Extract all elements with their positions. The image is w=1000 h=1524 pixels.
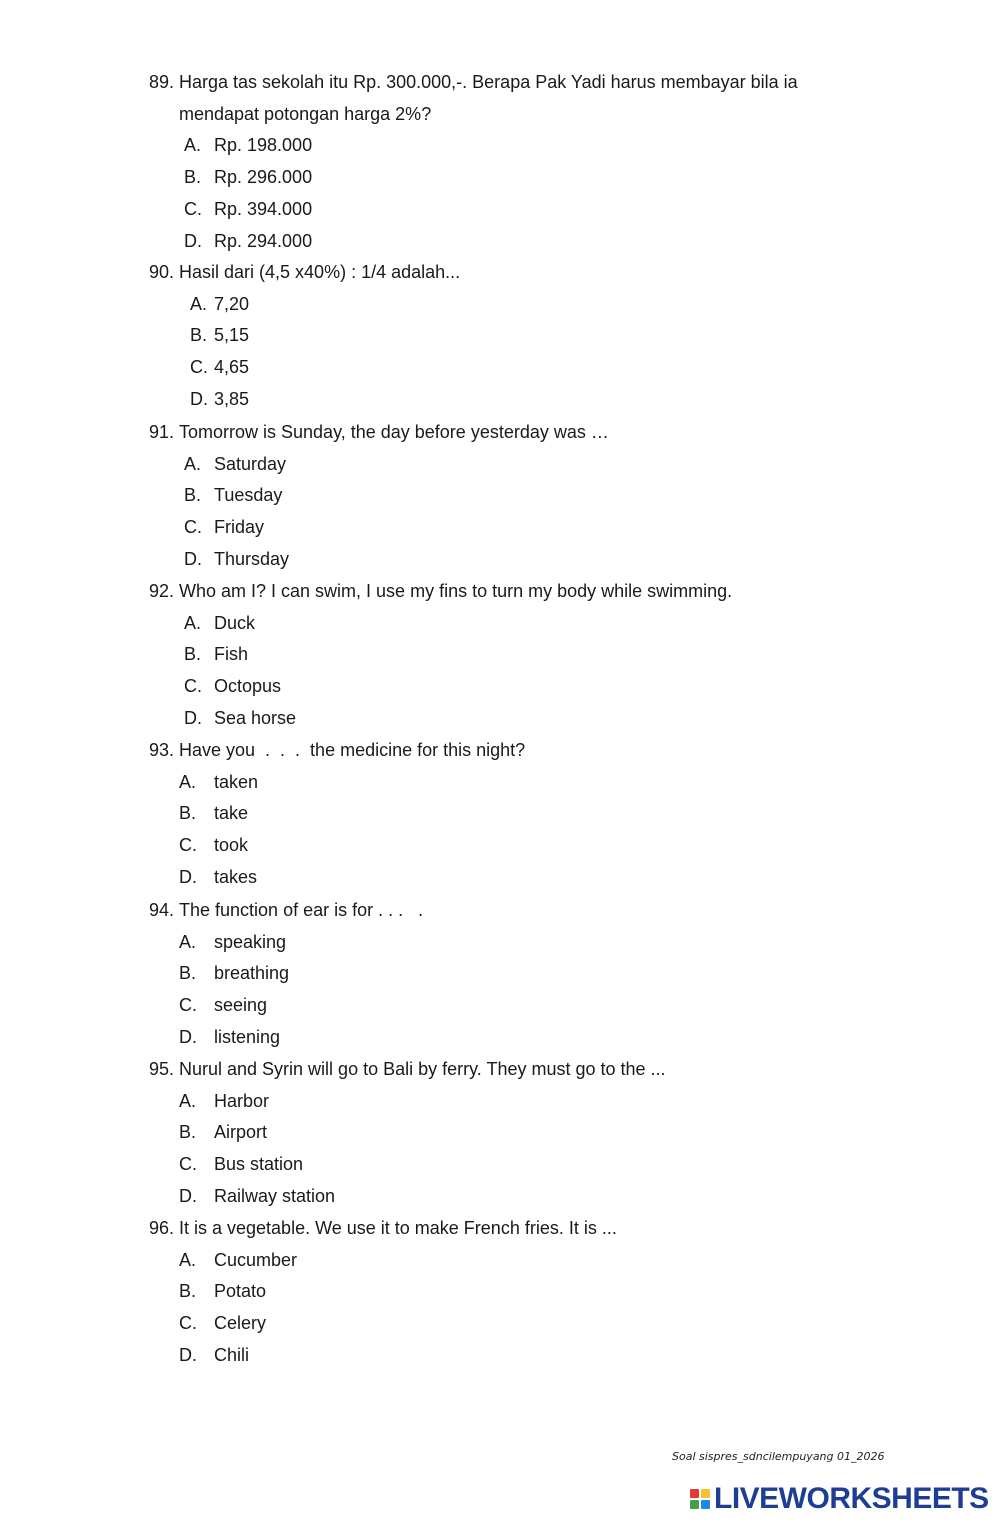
question-number: 91. [149, 422, 175, 442]
option-letter: D. [184, 708, 202, 729]
question-93 [149, 735, 849, 894]
logo-tile-blue [701, 1500, 710, 1509]
logo-tile-red [690, 1489, 699, 1498]
option-text: taken [214, 771, 259, 792]
option-b[interactable] [149, 1117, 849, 1149]
option-d[interactable] [149, 384, 849, 416]
question-number: 90. [149, 262, 175, 282]
options-list [149, 767, 849, 895]
option-a[interactable] [149, 130, 849, 162]
question-text: Hasil dari (4,5 x40%) : 1/4 adalah... [179, 262, 461, 282]
option-letter: A. [184, 453, 202, 474]
option-d[interactable] [149, 703, 849, 735]
option-letter: D. [179, 1186, 197, 1207]
options-list [149, 289, 849, 417]
option-b[interactable] [149, 162, 849, 194]
option-text: took [214, 835, 249, 856]
option-text: Saturday [214, 453, 287, 474]
option-b[interactable] [149, 320, 849, 352]
question-text: Nurul and Syrin will go to Bali by ferry. They must go to the ... [179, 1059, 666, 1079]
question-number: 92. [149, 581, 175, 601]
option-letter: D. [179, 1345, 197, 1366]
option-letter: A. [184, 135, 202, 155]
option-text: Rp. 294.000 [214, 230, 313, 251]
option-text: Cucumber [214, 1249, 298, 1270]
option-d[interactable] [149, 1340, 849, 1372]
liveworksheets-logo[interactable] [690, 1483, 989, 1515]
option-letter: C. [179, 1154, 197, 1175]
question-91 [149, 417, 849, 576]
question-96 [149, 1213, 849, 1372]
option-c[interactable] [149, 512, 849, 544]
logo-tile-green [690, 1500, 699, 1509]
option-letter: C. [179, 1313, 197, 1334]
question-number: 95. [149, 1059, 175, 1079]
question-89 [149, 67, 849, 258]
option-text: 3,85 [214, 389, 250, 410]
option-letter: C. [184, 517, 202, 538]
option-d[interactable] [149, 226, 849, 258]
option-text: breathing [214, 963, 290, 984]
question-text: Harga tas sekolah itu Rp. 300.000,-. Berapa Pak Yadi harus membayar bila ia [179, 72, 798, 92]
question-90 [149, 257, 849, 416]
option-letter: A. [179, 771, 197, 792]
option-text: Tuesday [214, 485, 283, 506]
option-letter: A. [190, 293, 208, 314]
question-number: 94. [149, 900, 175, 920]
option-letter: B. [179, 1122, 197, 1143]
option-text: Potato [214, 1281, 267, 1302]
option-letter: D. [190, 389, 208, 410]
logo-wordmark: LIVEWORKSHEETS [714, 1482, 989, 1515]
question-94 [149, 895, 849, 1054]
option-d[interactable] [149, 1022, 849, 1054]
question-number: 93. [149, 740, 175, 760]
question-text-continued: mendapat potongan harga 2%? [179, 103, 432, 124]
option-a[interactable] [149, 927, 849, 959]
option-text: Bus station [214, 1154, 304, 1175]
option-text: Friday [214, 517, 265, 538]
option-letter: C. [190, 357, 208, 378]
option-d[interactable] [149, 862, 849, 894]
option-text: Harbor [214, 1090, 270, 1111]
liveworksheets-logo-icon [690, 1489, 710, 1509]
option-text: take [214, 803, 249, 824]
option-a[interactable] [149, 1086, 849, 1118]
option-letter: B. [179, 803, 197, 824]
option-c[interactable] [149, 194, 849, 226]
option-letter: B. [190, 325, 208, 346]
option-letter: B. [184, 644, 202, 665]
question-number: 89. [149, 72, 175, 92]
option-text: Rp. 198.000 [214, 135, 313, 155]
option-letter: B. [184, 166, 202, 187]
option-text: listening [214, 1027, 281, 1048]
option-d[interactable] [149, 544, 849, 576]
option-c[interactable] [149, 830, 849, 862]
option-text: seeing [214, 995, 268, 1016]
question-number: 96. [149, 1218, 175, 1238]
option-a[interactable] [149, 289, 849, 321]
option-text: Duck [214, 612, 256, 633]
option-c[interactable] [149, 352, 849, 384]
option-a[interactable] [149, 608, 849, 640]
question-text: Have you . . . the medicine for this night? [179, 740, 526, 760]
option-letter: C. [179, 995, 197, 1016]
option-text: 4,65 [214, 357, 250, 378]
option-b[interactable] [149, 798, 849, 830]
option-c[interactable] [149, 1149, 849, 1181]
question-text: Tomorrow is Sunday, the day before yesterday was … [179, 422, 609, 442]
option-text: Railway station [214, 1186, 336, 1207]
option-text: Chili [214, 1345, 250, 1366]
options-list [149, 927, 849, 1055]
option-text: Rp. 394.000 [214, 198, 313, 219]
option-c[interactable] [149, 1308, 849, 1340]
options-list [149, 449, 849, 577]
option-text: Thursday [214, 549, 290, 570]
option-letter: D. [179, 1027, 197, 1048]
option-letter: C. [184, 198, 202, 219]
option-letter: A. [179, 1249, 197, 1270]
option-b[interactable] [149, 958, 849, 990]
option-c[interactable] [149, 671, 849, 703]
option-c[interactable] [149, 990, 849, 1022]
option-a[interactable] [149, 449, 849, 481]
options-list [149, 1245, 849, 1373]
logo-tile-yellow [701, 1489, 710, 1498]
option-letter: A. [179, 1090, 197, 1111]
option-letter: A. [179, 931, 197, 952]
option-letter: B. [179, 1281, 197, 1302]
option-d[interactable] [149, 1181, 849, 1213]
option-text: Octopus [214, 676, 282, 697]
option-letter: A. [184, 612, 202, 633]
option-b[interactable] [149, 1276, 849, 1308]
option-text: takes [214, 867, 258, 888]
option-letter: B. [184, 485, 202, 506]
footer-note: Soal sispres_sdncilempuyang 01_2026 [672, 1450, 885, 1463]
question-text: The function of ear is for . . . . [179, 900, 424, 920]
option-b[interactable] [149, 639, 849, 671]
question-95 [149, 1054, 849, 1213]
option-letter: D. [184, 230, 202, 251]
option-text: speaking [214, 931, 287, 952]
options-list [149, 130, 849, 258]
option-text: Fish [214, 644, 249, 665]
option-letter: D. [179, 867, 197, 888]
option-text: Rp. 296.000 [214, 166, 313, 187]
option-b[interactable] [149, 480, 849, 512]
option-letter: C. [179, 835, 197, 856]
option-a[interactable] [149, 1245, 849, 1277]
question-text: Who am I? I can swim, I use my fins to turn my body while swimming. [179, 581, 733, 601]
option-letter: B. [179, 963, 197, 984]
options-list [149, 1086, 849, 1214]
option-text: 7,20 [214, 293, 250, 314]
option-text: 5,15 [214, 325, 250, 346]
options-list [149, 608, 849, 736]
option-a[interactable] [149, 767, 849, 799]
question-text: It is a vegetable. We use it to make French fries. It is ... [179, 1218, 617, 1238]
option-text: Airport [214, 1122, 268, 1143]
option-letter: D. [184, 549, 202, 570]
option-text: Sea horse [214, 708, 297, 729]
option-letter: C. [184, 676, 202, 697]
option-text: Celery [214, 1313, 267, 1334]
question-92 [149, 576, 849, 735]
